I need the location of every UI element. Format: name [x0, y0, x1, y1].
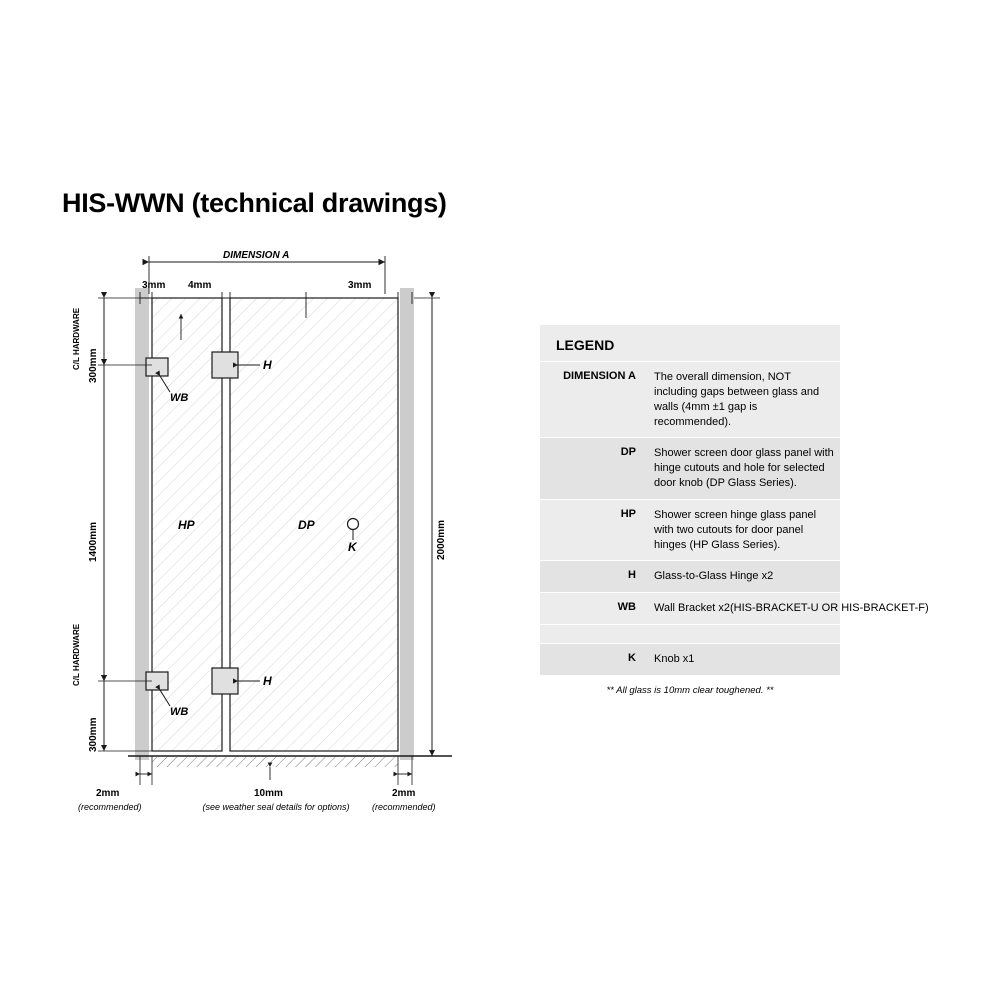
wall-bracket-bottom-label: WB	[170, 706, 189, 718]
drawing-svg	[60, 240, 480, 840]
gap-mid-label: 4mm	[188, 280, 212, 291]
legend-description: Glass-to-Glass Hinge x2	[654, 570, 774, 583]
legend-heading: LEGEND	[556, 337, 615, 353]
legend-description: The overall dimension, NOT including gaps between glass and walls (4mm ±1 gap is recommended).	[654, 371, 820, 428]
legend-key: DP	[620, 446, 636, 459]
hinge-bottom-label: H	[263, 674, 272, 688]
bottom-left-dim-label: 2mm	[96, 788, 120, 799]
legend-row	[540, 437, 840, 499]
legend-row	[540, 499, 840, 561]
legend-note: ** All glass is 10mm clear toughened. **	[540, 675, 840, 698]
legend-key: DIMENSION A	[563, 370, 636, 382]
legend-description: Wall Bracket x2(HIS-BRACKET-U OR HIS-BRACKET-F)	[654, 602, 929, 615]
panel-hp-label: HP	[178, 518, 195, 532]
legend-key: H	[628, 569, 636, 582]
top-hardware-cl-label: C/L HARDWARE	[72, 307, 81, 370]
legend-row	[540, 560, 840, 592]
wall-bracket-top-label: WB	[170, 392, 189, 404]
legend-description: Knob x1	[654, 653, 695, 666]
legend-spacer	[540, 624, 840, 643]
legend-row	[540, 643, 840, 675]
gap-left-label: 3mm	[142, 280, 166, 291]
bottom-right-dim-label: 2mm	[392, 788, 416, 799]
bottom-mid-note: (see weather seal details for options)	[202, 802, 350, 812]
dimension-a-label: DIMENSION A	[223, 250, 290, 261]
mid-dim-label: 1400mm	[88, 521, 99, 562]
panel-dp-label: DP	[298, 518, 315, 532]
legend-panel	[540, 325, 929, 698]
top-hardware-dim-label: 300mm	[88, 348, 99, 383]
legend-key: K	[628, 652, 636, 665]
legend-description: Shower screen hinge glass panel with two cutouts for door panel hinges (HP Glass Series).	[654, 508, 817, 551]
hinge-top-label: H	[263, 358, 272, 372]
legend-row	[540, 592, 929, 624]
bottom-left-note: (recommended)	[78, 802, 142, 812]
bottom-right-note: (recommended)	[372, 802, 436, 812]
legend-key: HP	[620, 507, 636, 520]
technical-drawing	[60, 240, 480, 840]
bottom-mid-dim-label: 10mm	[254, 788, 283, 799]
page-title: HIS-WWN (technical drawings)	[62, 188, 447, 218]
overall-height-label: 2000mm	[436, 519, 447, 560]
legend-key: WB	[617, 601, 636, 614]
legend-row	[540, 361, 840, 437]
knob-label: K	[348, 540, 357, 554]
bottom-hardware-dim-label: 300mm	[88, 717, 99, 752]
bottom-hardware-cl-label: C/L HARDWARE	[72, 623, 81, 686]
gap-right-label: 3mm	[348, 280, 372, 291]
legend-description: Shower screen door glass panel with hinge cutouts and hole for selected door knob (DP Glass Series).	[654, 447, 834, 490]
